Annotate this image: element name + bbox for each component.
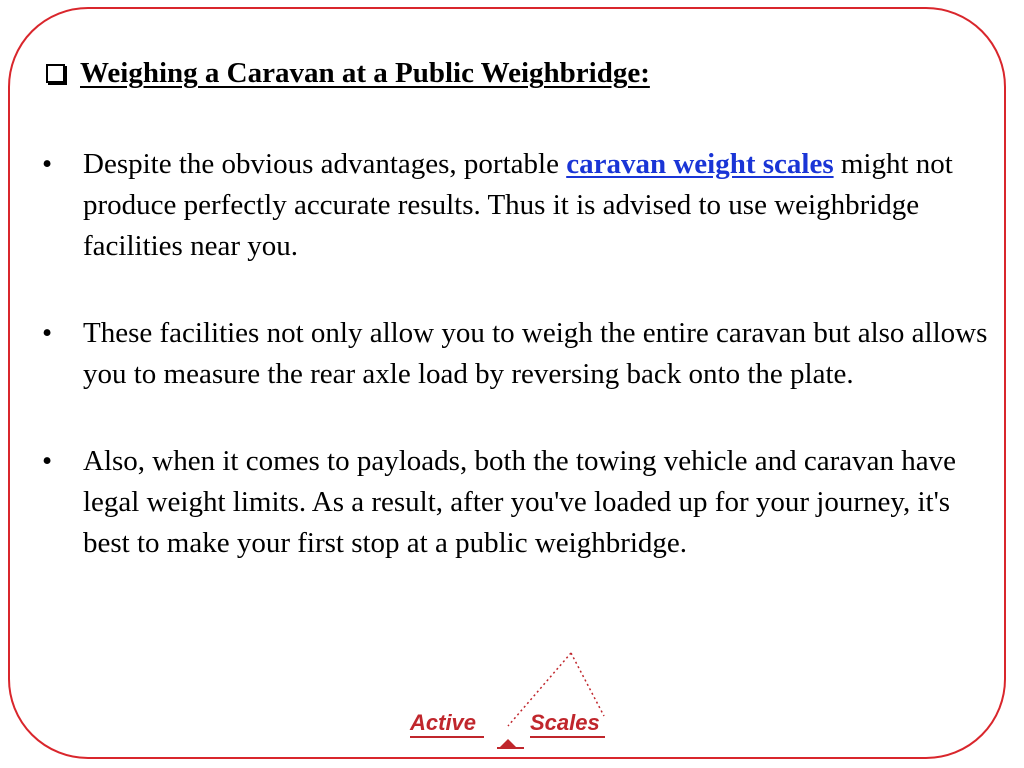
slide-heading (46, 55, 650, 91)
active-scales-logo (404, 648, 614, 750)
logo-word-scales: Scales (530, 710, 600, 735)
bullet-list (40, 144, 995, 564)
bullet-text-1 (83, 144, 995, 267)
bullet-1-text-after: might not produce perfectly accurate results. Thus it is advised to use weighbridge facilities near you. (83, 148, 953, 262)
caravan-weight-scales-link[interactable]: caravan weight scales (566, 148, 834, 180)
bullet-text-3: Also, when it comes to payloads, both the towing vehicle and caravan have legal weight limits. As a result, after you've loaded up for your journey, it's best to make your first stop at a public weighbridge. (83, 445, 956, 559)
bullet-1-text-before: Despite the obvious advantages, portable (83, 148, 567, 180)
checkbox-bullet-icon (46, 64, 65, 83)
heading-text: Weighing a Caravan at a Public Weighbridge: (80, 57, 650, 89)
logo-word-active: Active (410, 710, 477, 735)
bullet-text-2: These facilities not only allow you to weigh the entire caravan but also allows you to measure the rear axle load by reversing back onto the plate. (83, 317, 988, 390)
bullet-dot: • (42, 148, 53, 180)
bullet-item-3 (40, 441, 995, 564)
bullet-dot: • (42, 445, 53, 477)
bullet-item-1 (40, 144, 995, 267)
bullet-item-2 (40, 313, 995, 395)
bullet-dot: • (42, 317, 53, 349)
